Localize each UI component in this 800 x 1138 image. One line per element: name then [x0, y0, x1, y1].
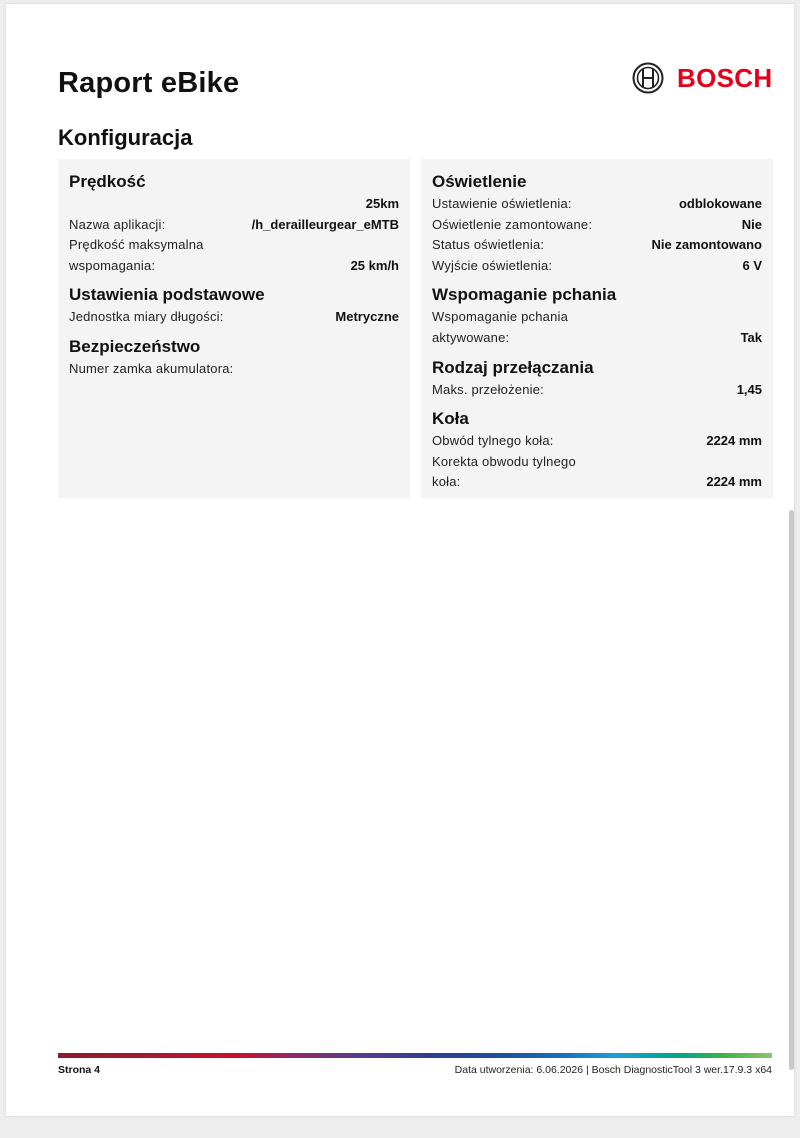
config-row: [432, 431, 762, 452]
group-security: [69, 336, 399, 380]
group-title: Oświetlenie: [432, 172, 527, 191]
config-row: [432, 380, 762, 401]
row-label: Status oświetlenia:: [432, 237, 545, 253]
creation-info: Data utworzenia: 6.06.2026 | Bosch DiagnosticTool 3 wer.17.9.3 x64: [454, 1064, 772, 1076]
config-row: [432, 256, 762, 277]
row-value: 25km /h_derailleurgear_eMTB: [251, 196, 399, 232]
group-title: Wspomaganie pchania: [432, 285, 617, 305]
row-label: Ustawienie oświetlenia:: [432, 196, 572, 211]
group-title: Ustawienia podstawowe: [69, 285, 265, 305]
group-title: Bezpieczeństwo: [69, 336, 201, 356]
row-value: Nie zamontowano: [651, 237, 762, 253]
page-number: Strona 4: [58, 1064, 101, 1076]
row-value: Metryczne: [335, 309, 399, 325]
config-row: [69, 307, 399, 328]
group-push-assist: [432, 284, 762, 348]
vertical-scrollbar[interactable]: [789, 510, 794, 1070]
row-label: Oświetlenie zamontowane:: [432, 216, 593, 232]
row-value: 2224 mm: [706, 433, 762, 449]
group-speed: [69, 171, 399, 276]
row-value: 1,45: [736, 381, 762, 397]
group-wheels: [432, 408, 762, 493]
brand-name: BOSCH: [677, 62, 773, 93]
row-label: Korekta obwodu tylnego koła:: [432, 453, 576, 490]
bosch-logo: [632, 62, 772, 94]
left-config-card: [58, 159, 410, 498]
right-config-card: [421, 159, 773, 498]
config-row: [69, 359, 399, 380]
config-row: [432, 215, 762, 236]
config-row: [69, 194, 399, 235]
config-row: [432, 194, 762, 215]
row-label: Wyjście oświetlenia:: [432, 257, 553, 273]
row-value: 6 V: [742, 257, 762, 273]
config-row: [432, 307, 762, 348]
row-value: odblokowane: [678, 196, 762, 211]
config-row: [69, 235, 399, 276]
bosch-armature-icon: [632, 62, 664, 94]
group-shifting-type: [432, 357, 762, 401]
row-label: Nazwa aplikacji:: [69, 216, 166, 232]
group-lighting: [432, 171, 762, 276]
row-label: Prędkość maksymalna wspomagania:: [69, 237, 204, 273]
row-label: Jednostka miary długości:: [69, 309, 224, 325]
row-value: 25 km/h: [350, 257, 399, 273]
group-title: Koła: [432, 409, 469, 429]
row-label: Numer zamka akumulatora:: [69, 360, 234, 376]
row-label: Obwód tylnego koła:: [432, 433, 554, 449]
config-row: [432, 235, 762, 256]
row-value: Nie: [741, 216, 762, 232]
row-value: Tak: [740, 329, 762, 345]
report-page: [6, 4, 794, 1116]
report-title: Raport eBike: [58, 67, 240, 99]
row-value: 2224 mm: [706, 474, 762, 490]
section-title: Konfiguracja: [58, 125, 193, 150]
row-label: Maks. przełożenie:: [432, 381, 544, 397]
group-title: Prędkość: [69, 172, 146, 191]
group-basic-settings: [69, 284, 399, 328]
row-label: Wspomaganie pchania aktywowane:: [432, 309, 569, 345]
group-title: Rodzaj przełączania: [432, 357, 594, 377]
config-row: [432, 452, 762, 493]
footer-color-bar: [58, 1053, 772, 1058]
